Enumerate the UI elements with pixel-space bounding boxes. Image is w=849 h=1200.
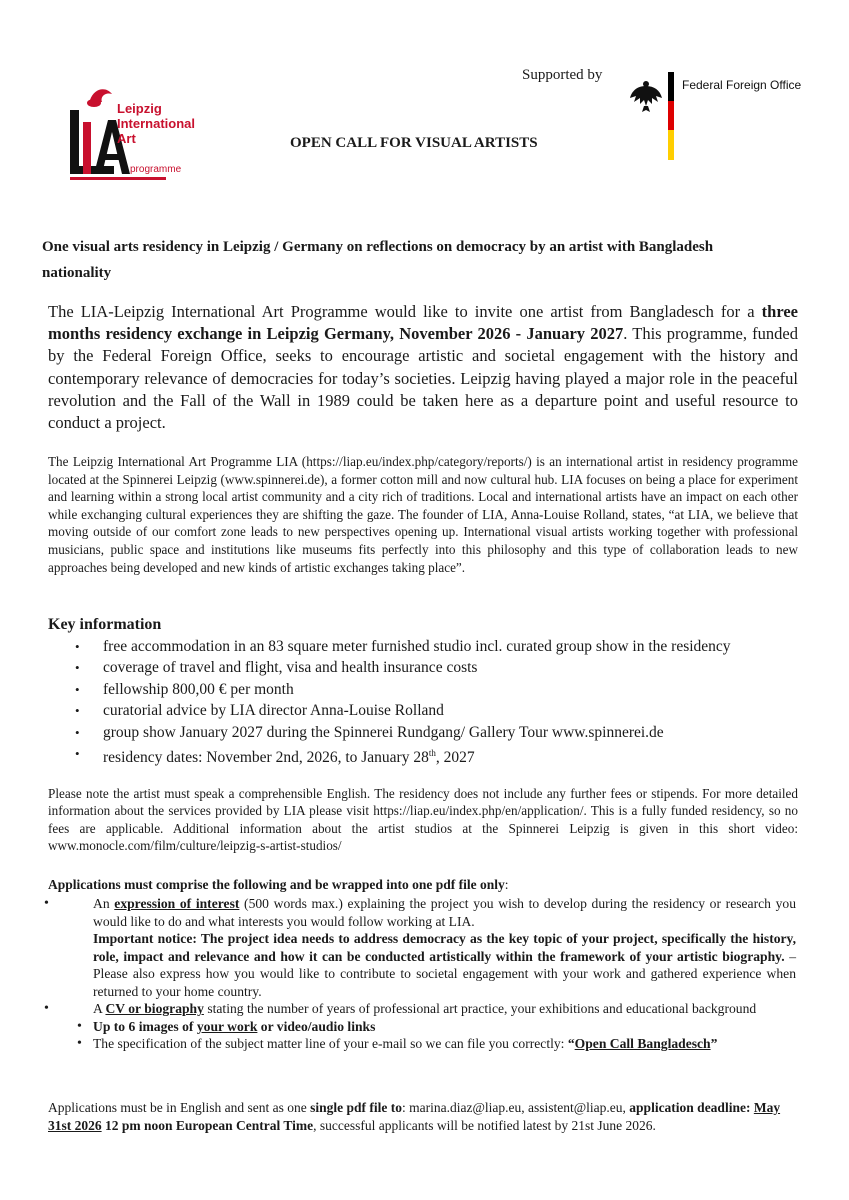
key-info-title: Key information bbox=[48, 616, 162, 633]
list-item: • Up to 6 images of your work or video/audio links bbox=[77, 1018, 376, 1034]
applications-title: Applications must comprise the following and be wrapped into one pdf file only: bbox=[48, 877, 509, 892]
key-info-list bbox=[88, 636, 808, 769]
logo-sub: programme bbox=[130, 164, 182, 175]
list-item: • free accommodation in an 83 square meter furnished studio incl. curated group show in the residency bbox=[88, 636, 808, 657]
headline: One visual arts residency in Leipzig / Germany on reflections on democracy by an artist with Bangladesh nationality bbox=[42, 239, 714, 281]
federal-foreign-office-logo bbox=[628, 72, 808, 160]
list-item: • curatorial advice by LIA director Anna-Louise Rolland bbox=[88, 700, 808, 721]
ffo-label: Federal Foreign Office bbox=[682, 78, 802, 92]
list-item: • coverage of travel and flight, visa and health insurance costs bbox=[88, 657, 808, 678]
supported-by-label: Supported by bbox=[522, 67, 603, 83]
logo-line3: Art bbox=[117, 131, 136, 146]
list-item: • An expression of interest (500 words max.) explaining the project you wish to develop during the residency or research you would like to do and what interests you would follow working at LIA. Important notice: The project idea needs to address democracy as the key topic of your project, specifically the history, role, impact and relevance and how it can be conducted artistically within the framework of your artistic biography. – Please also express how you would like to contribute to societal engagement with your work and gathered experience when returned to your home country. bbox=[44, 896, 796, 999]
page-title: OPEN CALL FOR VISUAL ARTISTS bbox=[290, 135, 538, 151]
about-paragraph: The Leipzig International Art Programme LIA (https://liap.eu/index.php/category/reports/) is an international artist in residency programme located at the Spinnerei Leipzig (www.spinnerei.de), a former cotton mill and now cultural hub. LIA focuses on being a place for experiment and learning within a strong local artist community and a city rich of traditions. Local and international artists have an impact on each other while exchanging cultural experiences they are shifting the gaze. The founder of LIA, Anna-Louise Rolland, states, “at LIA, we believe that moving outside of our comfort zone leads to new perspectives opening up. International visual artists working together with professional musicians, public space and institutions like museums fits perfectly into this philosophy and this type of collaboration leads to new approaches being developed and new kinds of artistic exchanges taking place”. bbox=[48, 454, 798, 575]
list-item: • The specification of the subject matter line of your e-mail so we can file you correctly: “Open Call Bangladesch” bbox=[77, 1036, 718, 1051]
lia-logo bbox=[30, 80, 235, 192]
logo-line1: Leipzig bbox=[117, 101, 162, 116]
german-flag-bar bbox=[668, 72, 674, 160]
deadline-paragraph: Applications must be in English and sent as one single pdf file to: marina.diaz@liap.eu, assistent@liap.eu, application deadline: May 31st 2026 12 pm noon European Central Time, successful applicants will be notified latest by 21st June 2026. bbox=[48, 1100, 781, 1133]
list-item: • A CV or biography stating the number of years of professional art practice, your exhibitions and educational background bbox=[44, 1001, 757, 1016]
list-item: • fellowship 800,00 € per month bbox=[88, 679, 808, 700]
applications-list bbox=[44, 895, 796, 1053]
note-paragraph: Please note the artist must speak a comprehensible English. The residency does not include any further fees or stipends. For more detailed information about the services provided by LIA please visit https://liap.eu/index.php/en/application/. This is a fully funded residency, so no fees are applicable. Additional information about the artist studios at the Spinnerei Leipzig is given in this short video: www.monocle.com/film/culture/leipzig-s-artist-studios/ bbox=[48, 786, 798, 853]
intro-paragraph: The LIA-Leipzig International Art Programme would like to invite one artist from Bangladesch for a three months residency exchange in Leipzig Germany, November 2026 - January 2027. This programme, funded by the Federal Foreign Office, seeks to encourage artistic and societal engagement with the history and contemporary relevance of democracies for today’s societies. Leipzig having played a major role in the peaceful revolution and the Fall of the Wall in 1989 could be taken here as a departure point and useful resource to conduct a project. bbox=[48, 302, 798, 433]
list-item-dates: • residency dates: November 2nd, 2026, to January 28th, 2027 bbox=[88, 743, 808, 769]
list-item: • group show January 2027 during the Spinnerei Rundgang/ Gallery Tour www.spinnerei.de bbox=[88, 722, 808, 743]
logo-line2: International bbox=[117, 116, 196, 131]
